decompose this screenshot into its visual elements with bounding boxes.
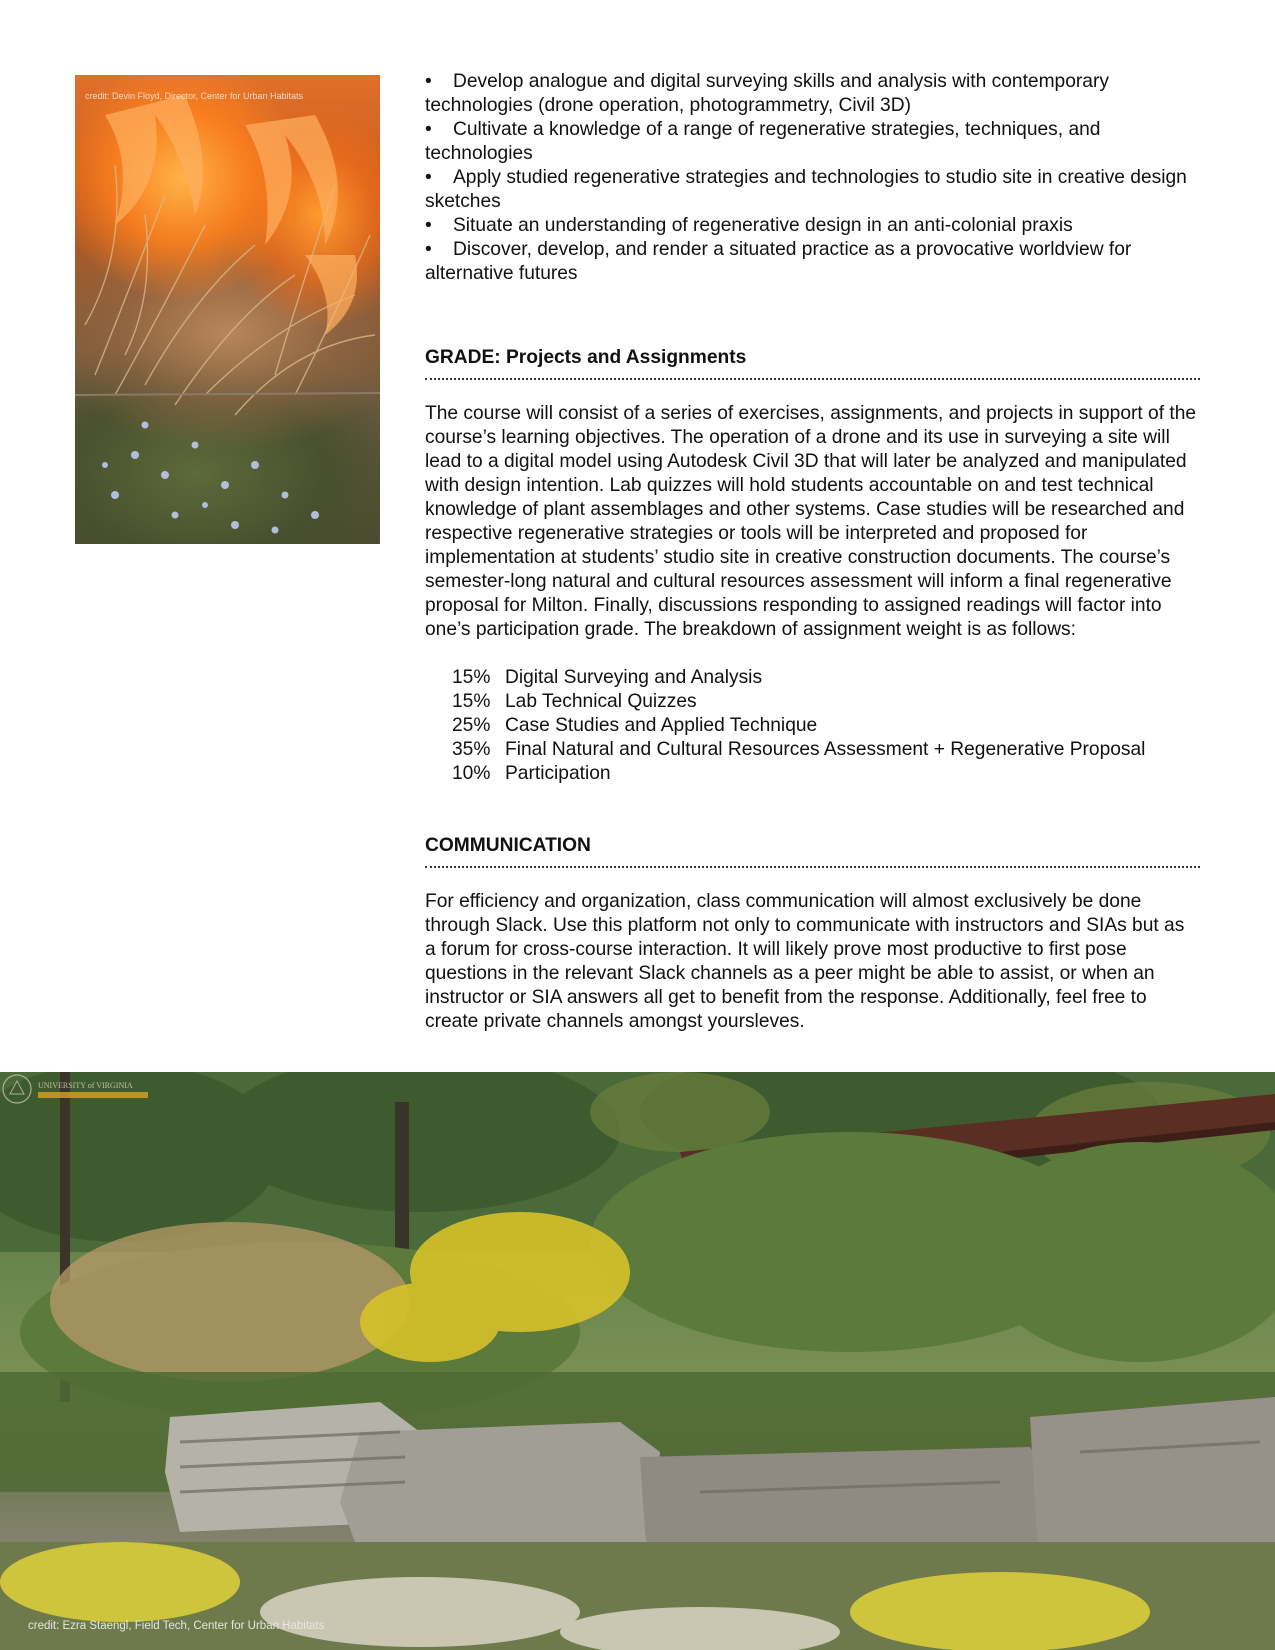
- top-photo-fire: [75, 75, 380, 544]
- bottom-photo-landscape: [0, 1072, 1275, 1650]
- fire-grass-illustration: [75, 75, 380, 544]
- weight-label: Lab Technical Quizzes: [505, 691, 697, 712]
- weight-label: Participation: [505, 763, 611, 784]
- communication-section-title: COMMUNICATION: [425, 835, 591, 856]
- bullet-glyph: •: [425, 119, 432, 140]
- weight-label: Case Studies and Applied Technique: [505, 715, 818, 736]
- bottom-photo-credit: credit: Ezra Staengl, Field Tech, Center for Urban Habitats: [28, 1620, 325, 1632]
- main-column: [425, 70, 1200, 1034]
- weight-percent: 15%: [452, 691, 491, 712]
- weight-item: [425, 690, 1200, 714]
- objective-item: [425, 166, 1200, 214]
- objective-item: [425, 238, 1200, 286]
- objective-text: Cultivate a knowledge of a range of regenerative strategies, techniques, and technologies: [425, 119, 1101, 164]
- uva-logo-text: UNIVERSITY of VIRGINIA: [38, 1081, 133, 1090]
- bullet-glyph: •: [425, 167, 432, 188]
- weight-item: [425, 762, 1200, 786]
- landscape-illustration: [0, 1072, 1275, 1650]
- weight-label: Digital Surveying and Analysis: [505, 667, 763, 688]
- weight-item: [425, 738, 1200, 762]
- grade-body: The course will consist of a series of exercises, assignments, and projects in support of the course’s learning objectives. The operation of a drone and its use in surveying a site will lead to a digital model using Autodesk Civil 3D that will later be analyzed and manipulated with design intention. Lab quizzes will hold students accountable on and test technical knowledge of plant assemblages and other systems. Case studies will be researched and respective regenerative strategies or tools will be interpreted and proposed for implementation at students’ studio site in creative construction documents. The course’s semester-long natural and cultural resources assessment will inform a final regenerative proposal for Milton. Finally, discussions responding to assigned readings will factor into one’s participation grade. The breakdown of assignment weight is as follows:: [425, 403, 1197, 640]
- communication-body: For efficiency and organization, class communication will almost exclusively be done through Slack. Use this platform not only to communicate with instructors and SIAs but as a forum for cross-course interaction. It will likely prove most productive to first pose questions in the relevant Slack channels as a peer might be able to assist, or when an instructor or SIA answers all get to benefit from the response. Additionally, feel free to create private channels amongst yoursleves.: [425, 891, 1185, 1032]
- objective-text: Discover, develop, and render a situated practice as a provocative worldview for alternative futures: [425, 239, 1132, 284]
- weight-percent: 15%: [452, 667, 491, 688]
- bullet-glyph: •: [425, 215, 432, 236]
- objective-text: Situate an understanding of regenerative design in an anti-colonial praxis: [453, 215, 1073, 236]
- objective-item: [425, 118, 1200, 166]
- bullet-glyph: •: [425, 71, 432, 92]
- weight-item: [425, 714, 1200, 738]
- objective-item: [425, 214, 1200, 238]
- weight-item: [425, 666, 1200, 690]
- weight-label: Final Natural and Cultural Resources Assessment + Regenerative Proposal: [505, 739, 1146, 760]
- objectives-list: [425, 70, 1200, 286]
- top-photo-credit: credit: Devin Floyd, Director, Center for Urban Habitats: [85, 91, 304, 101]
- uva-logo: [0, 1072, 160, 1106]
- objective-text: Apply studied regenerative strategies and technologies to studio site in creative design sketches: [425, 167, 1187, 212]
- weight-percent: 25%: [452, 715, 491, 736]
- objective-item: [425, 70, 1200, 118]
- grade-section-title: GRADE: Projects and Assignments: [425, 347, 747, 368]
- weight-percent: 10%: [452, 763, 491, 784]
- weight-percent: 35%: [452, 739, 491, 760]
- weights-list: [425, 666, 1200, 786]
- bullet-glyph: •: [425, 239, 432, 260]
- objective-text: Develop analogue and digital surveying skills and analysis with contemporary technologies (drone operation, photogrammetry, Civil 3D): [425, 71, 1109, 116]
